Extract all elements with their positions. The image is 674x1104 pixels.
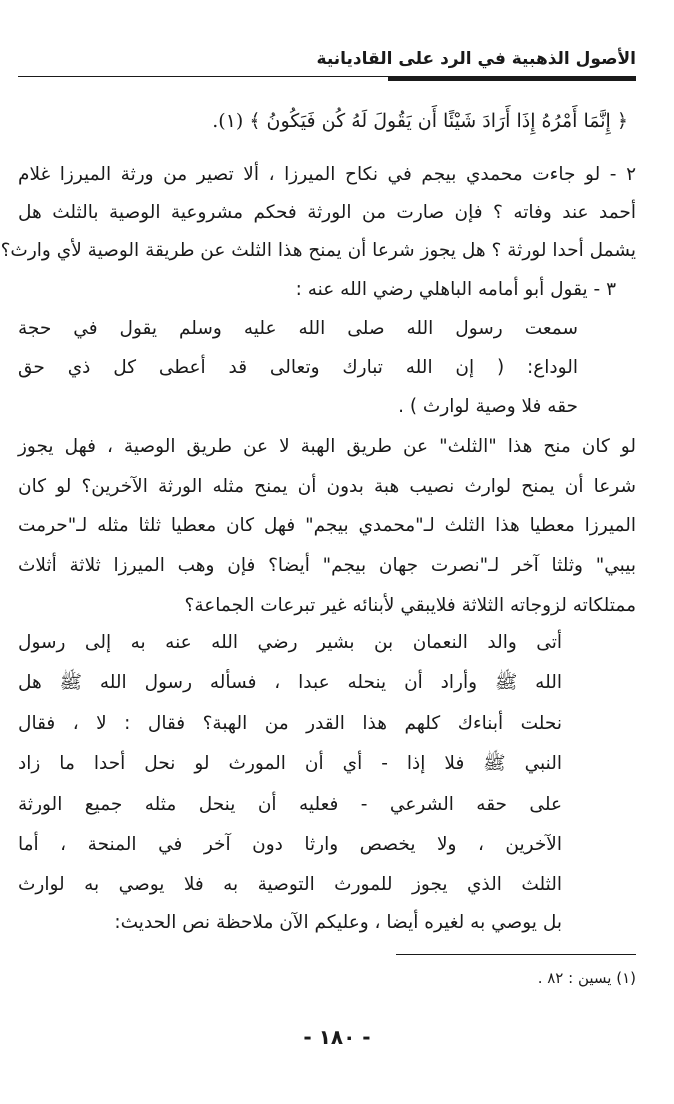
text-line: بيبي" وثلثا آخر لـ"نصرت جهان بيجم" أيضا؟ فإن وهب الميرزا ثلاثة أثلاث [18,555,636,576]
hadith-line: سمعت رسول الله صلى الله عليه وسلم يقول في حجة [18,318,578,339]
text-line: شرعا أن يمنح لوارث نصيب هبة بدون أن يمنح مثله الورثة الآخرين؟ لو كان [18,476,636,497]
text-line: ممتلكاته لزوجاته الثلاثة فلايبقي لأبنائه غير تبرعات الجماعة؟ [184,595,636,616]
hadith-line: أتى والد النعمان بن بشير رضي الله عنه به إلى رسول [18,632,562,653]
footnote: (١) يسين : ٨٢ . [537,969,636,987]
quran-verse-line: ﴿ إِنَّمَا أَمْرُهُ إِذَا أَرَادَ شَيْئًا أَن يَقُولَ لَهُ كُن فَيَكُونُ ﴾ (١). [212,110,628,132]
text-line: الميرزا معطيا هذا الثلث لـ"محمدي بيجم" فهل كان معطيا ثلثا مثله لـ"حرمت [18,515,636,536]
text-line: لو كان منح هذا "الثلث" عن طريق الهبة لا عن طريق الوصية ، فهل يجوز [18,436,636,457]
page-number: - ١٨٠ - [303,1025,371,1049]
hadith-line: الآخرين ، ولا يخصص وارثا دون آخر في المنحة ، أما [18,834,562,855]
hadith-line: الله ﷺ وأراد أن ينحله عبدا ، فسأله رسول الله ﷺ هل [18,672,562,693]
text-line: ٣ - يقول أبو أمامه الباهلي رضي الله عنه : [295,279,616,300]
text-line: أحمد عند وفاته ؟ فإن صارت من الورثة فحكم مشروعية الوصية بالثلث هل [18,202,636,223]
text-line: يشمل أحدا لورثة ؟ هل يجوز شرعا أن يمنح هذا الثلث عن طريقة الوصية لأي وارث؟ [0,240,636,261]
running-title: الأصول الذهبية في الرد على القاديانية [316,49,636,69]
footnote-rule [396,954,636,955]
hadith-line: نحلت أبناءك كلهم هذا القدر من الهبة؟ فقال : لا ، فقال [18,713,562,734]
text-line: ٢ - لو جاءت محمدي بيجم في نكاح الميرزا ، ألا تصير من ورثة الميرزا غلام [18,164,636,185]
hadith-line: على حقه الشرعي - فعليه أن ينحل مثله جميع الورثة [18,794,562,815]
header-rule-thick [388,76,636,81]
hadith-line: بل يوصي به لغيره أيضا ، وعليكم الآن ملاحظة نص الحديث: [114,912,562,933]
hadith-line: النبي ﷺ فلا إذا - أي أن المورث لو نحل أحدا ما زاد [18,753,562,774]
header-rule-thin [18,76,388,82]
hadith-line: حقه فلا وصية لوارث ) . [398,396,578,417]
hadith-line: الثلث الذي يجوز للمورث التوصية به فلا يوصي به لوارث [18,874,562,895]
hadith-line: الوداع: ( إن الله تبارك وتعالى قد أعطى كل ذي حق [18,357,578,378]
